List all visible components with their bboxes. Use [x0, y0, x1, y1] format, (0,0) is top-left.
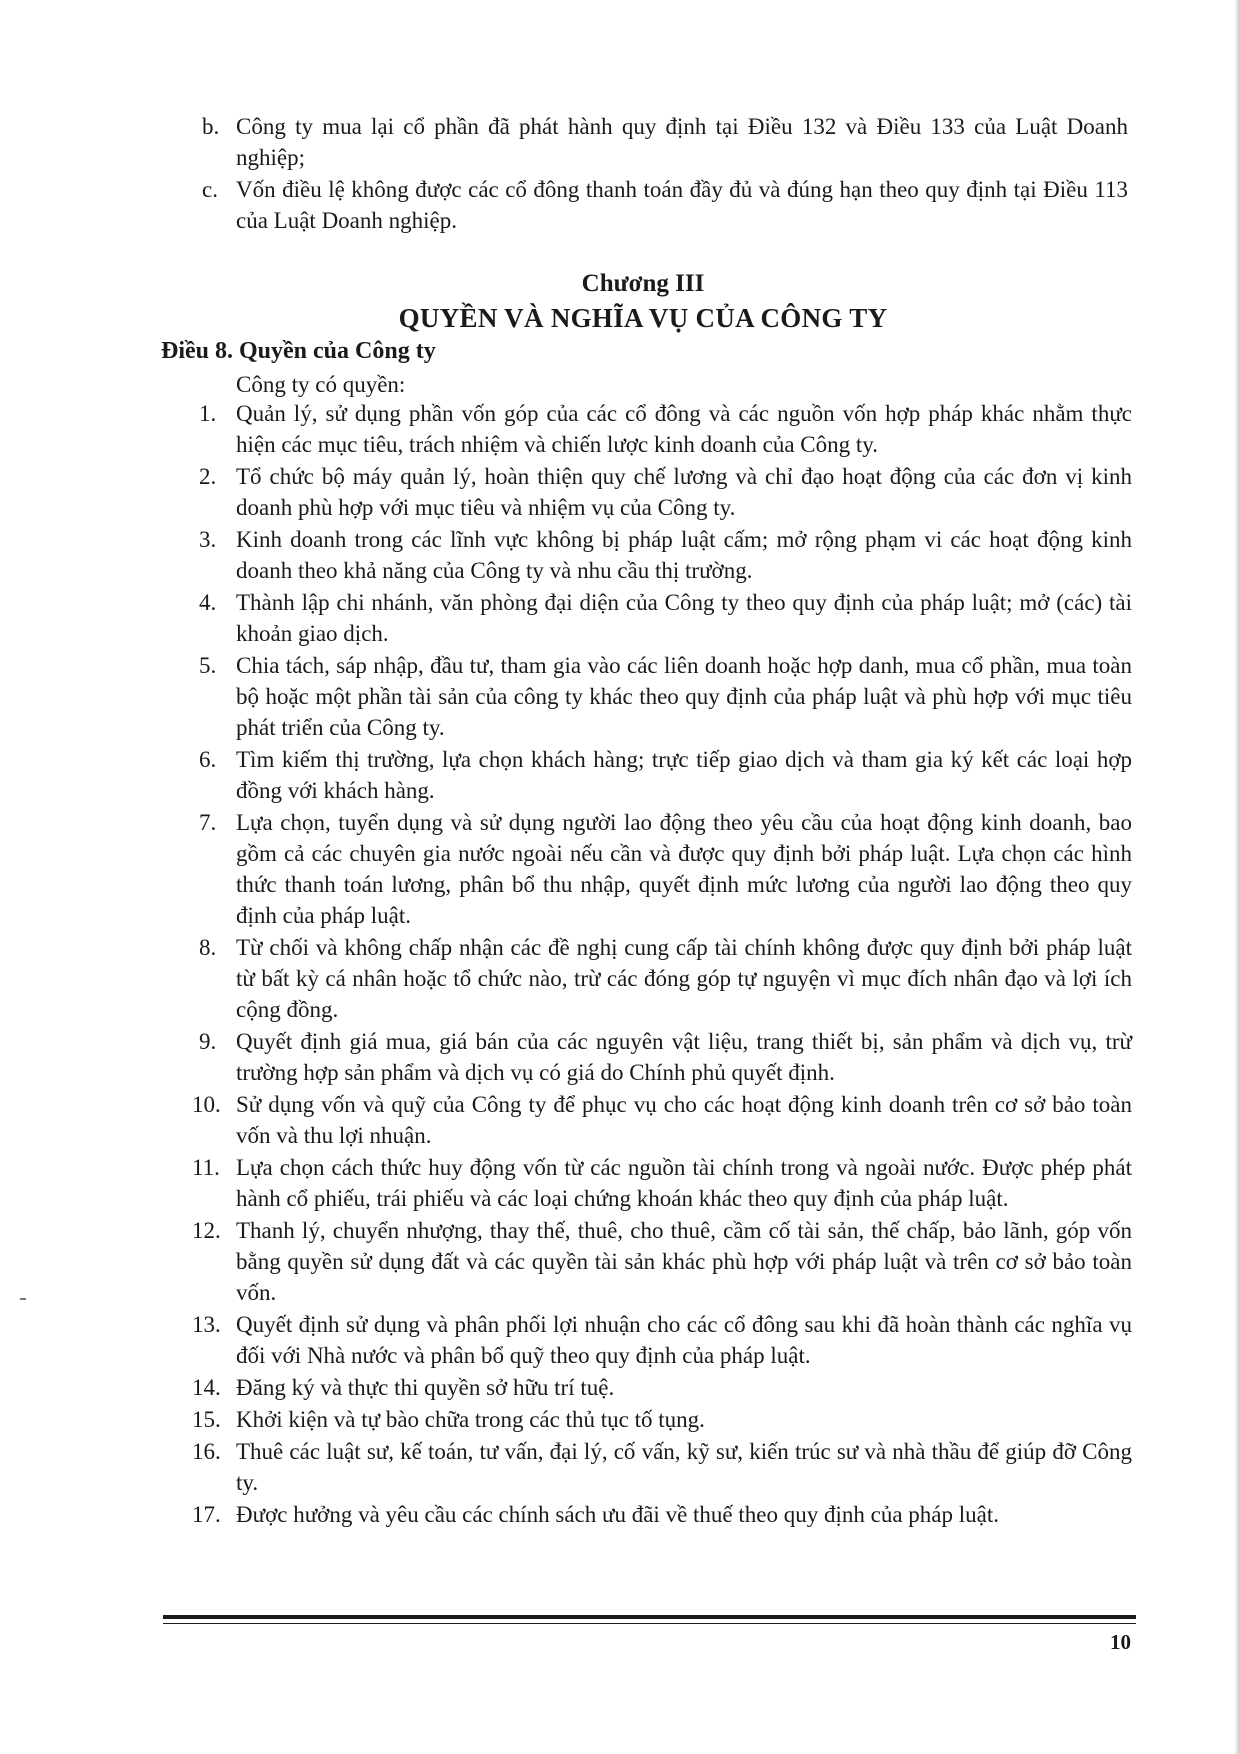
list-marker: 17. — [192, 1502, 221, 1527]
list-item-b — [202, 111, 1128, 173]
list-item-text: Quyết định giá mua, giá bán của các nguyên vật liệu, trang thiết bị, sản phẩm và dịch vụ, trừ trường hợp sản phẩm và dịch vụ có giá do Chính phủ quyết định. — [236, 1029, 1132, 1085]
list-item-text: Khởi kiện và tự bào chữa trong các thủ tục tố tụng. — [236, 1407, 705, 1432]
list-item-text: Công ty mua lại cổ phần đã phát hành quy định tại Điều 132 và Điều 133 của Luật Doanh nghiệp; — [236, 114, 1128, 170]
list-item-text: Lựa chọn cách thức huy động vốn từ các nguồn tài chính trong và ngoài nước. Được phép phát hành cổ phiếu, trái phiếu và các loại chứng khoán khác theo quy định của pháp luật. — [236, 1155, 1132, 1211]
list-item-text: Được hưởng và yêu cầu các chính sách ưu đãi về thuế theo quy định của pháp luật. — [236, 1502, 999, 1527]
chapter-title: QUYỀN VÀ NGHĨA VỤ CỦA CÔNG TY — [398, 303, 888, 333]
list-item-text: Thanh lý, chuyển nhượng, thay thế, thuê, cho thuê, cầm cố tài sản, thế chấp, bảo lãnh, góp vốn bằng quyền sử dụng đất và các quyền tài sản khác phù hợp với pháp luật và trên cơ sở bảo toàn vốn. — [236, 1218, 1132, 1305]
rights-item-16 — [192, 1436, 1132, 1498]
rights-item-7 — [199, 807, 1132, 931]
rights-item-5 — [199, 650, 1132, 743]
list-marker: 14. — [192, 1375, 221, 1400]
list-marker: 9. — [199, 1029, 217, 1054]
rights-list — [0, 398, 1240, 1531]
list-item-text: Đăng ký và thực thi quyền sở hữu trí tuệ. — [236, 1375, 615, 1400]
list-marker: 13. — [192, 1312, 221, 1337]
list-item-text: Lựa chọn, tuyển dụng và sử dụng người lao động theo yêu cầu của hoạt động kinh doanh, bao gồm cả các chuyên gia nước ngoài nếu cần và được quy định bởi pháp luật. Lựa chọn các hình thức thanh toán lương, phân bổ thu nhập, quyết định mức lương của người lao động theo quy định của pháp luật. — [236, 810, 1132, 928]
list-item-text: Từ chối và không chấp nhận các đề nghị cung cấp tài chính không được quy định bởi pháp luật từ bất kỳ cá nhân hoặc tổ chức nào, trừ các đóng góp tự nguyện vì mục đích nhân đạo và lợi ích cộng đồng. — [236, 935, 1132, 1022]
rights-item-17 — [192, 1499, 1132, 1530]
list-item-text: Tìm kiếm thị trường, lựa chọn khách hàng; trực tiếp giao dịch và tham gia ký kết các loại hợp đồng với khách hàng. — [236, 747, 1132, 803]
list-marker: 15. — [192, 1407, 221, 1432]
list-item-text: Quyết định sử dụng và phân phối lợi nhuận cho các cổ đông sau khi đã hoàn thành các nghĩa vụ đối với Nhà nước và phân bổ quỹ theo quy định của pháp luật. — [236, 1312, 1132, 1368]
list-marker: 7. — [199, 810, 217, 835]
footer-rule-thick — [163, 1615, 1136, 1619]
list-item-text: Quản lý, sử dụng phần vốn góp của các cổ đông và các nguồn vốn hợp pháp khác nhằm thực hiện các mục tiêu, trách nhiệm và chiến lược kinh doanh của Công ty. — [236, 401, 1132, 457]
rights-item-15 — [192, 1404, 1132, 1435]
page-number: 10 — [1110, 1630, 1131, 1654]
continued-list — [0, 111, 1240, 237]
footer-rule-thin — [163, 1623, 1136, 1624]
rights-item-4 — [199, 587, 1132, 649]
scan-speck — [20, 1298, 26, 1300]
rights-item-11 — [192, 1152, 1132, 1214]
list-marker: 5. — [199, 653, 217, 678]
list-marker: 8. — [199, 935, 217, 960]
list-item-text: Thành lập chi nhánh, văn phòng đại diện của Công ty theo quy định của pháp luật; mở (các) tài khoản giao dịch. — [236, 590, 1132, 646]
list-marker: 10. — [192, 1092, 221, 1117]
rights-item-2 — [199, 461, 1132, 523]
list-item-c — [202, 174, 1128, 236]
article-title: Điều 8. Quyền của Công ty — [161, 338, 436, 364]
list-marker: b. — [202, 114, 220, 139]
rights-item-10 — [192, 1089, 1132, 1151]
rights-item-14 — [192, 1372, 1132, 1403]
list-item-text: Vốn điều lệ không được các cổ đông thanh toán đầy đủ và đúng hạn theo quy định tại Điều 113 của Luật Doanh nghiệp. — [236, 177, 1128, 233]
rights-item-3 — [199, 524, 1132, 586]
list-item-text: Chia tách, sáp nhập, đầu tư, tham gia vào các liên doanh hoặc hợp danh, mua cổ phần, mua toàn bộ hoặc một phần tài sản của công ty khác theo quy định của pháp luật và phù hợp với mục tiêu phát triển của Công ty. — [236, 653, 1132, 740]
list-marker: 3. — [199, 527, 217, 552]
list-item-text: Tổ chức bộ máy quản lý, hoàn thiện quy chế lương và chỉ đạo hoạt động của các đơn vị kinh doanh phù hợp với mục tiêu và nhiệm vụ của Công ty. — [236, 464, 1132, 520]
rights-item-1 — [199, 398, 1132, 460]
list-marker: 12. — [192, 1218, 221, 1243]
list-item-text: Sử dụng vốn và quỹ của Công ty để phục vụ cho các hoạt động kinh doanh trên cơ sở bảo toàn vốn và thu lợi nhuận. — [236, 1092, 1132, 1148]
list-marker: 6. — [199, 747, 217, 772]
list-marker: 2. — [199, 464, 217, 489]
rights-item-6 — [199, 744, 1132, 806]
list-marker: 4. — [199, 590, 217, 615]
rights-item-8 — [199, 932, 1132, 1025]
list-item-text: Thuê các luật sư, kế toán, tư vấn, đại lý, cố vấn, kỹ sư, kiến trúc sư và nhà thầu để giúp đỡ Công ty. — [236, 1439, 1132, 1495]
list-marker: 16. — [192, 1439, 221, 1464]
list-item-text: Kinh doanh trong các lĩnh vực không bị pháp luật cấm; mở rộng phạm vi các hoạt động kinh doanh theo khả năng của Công ty và nhu cầu thị trường. — [236, 527, 1132, 583]
chapter-number: Chương III — [581, 270, 705, 297]
rights-item-12 — [192, 1215, 1132, 1308]
article-intro: Công ty có quyền: — [236, 372, 406, 397]
rights-item-9 — [199, 1026, 1132, 1088]
list-marker: c. — [202, 177, 218, 202]
scan-edge-shadow — [1234, 0, 1240, 1754]
list-marker: 1. — [199, 401, 217, 426]
list-marker: 11. — [192, 1155, 220, 1180]
rights-item-13 — [192, 1309, 1132, 1371]
